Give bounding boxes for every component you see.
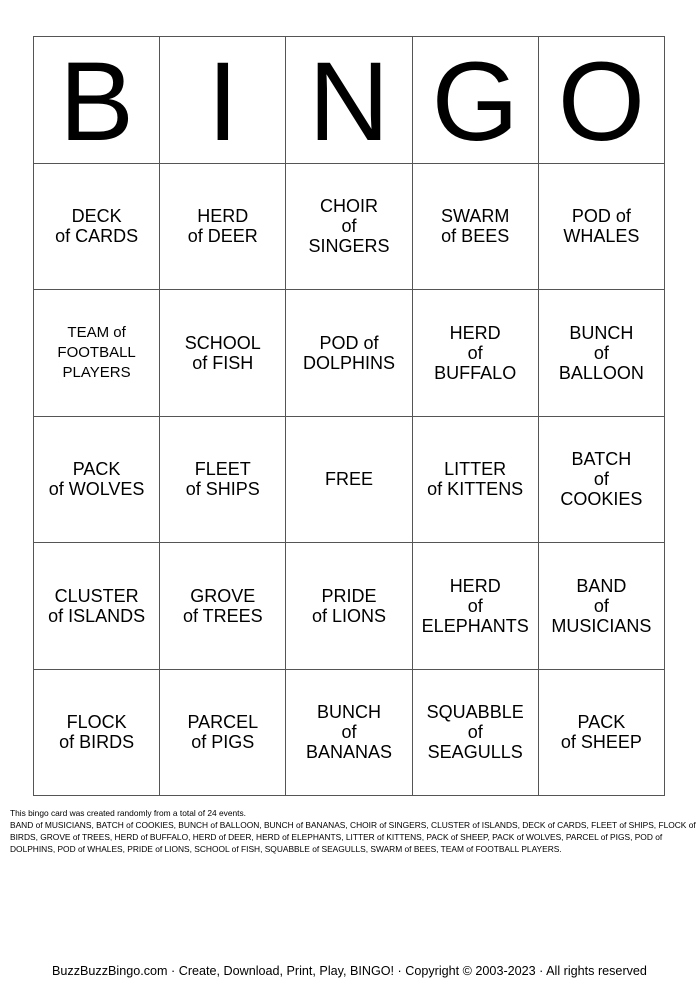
bingo-cell: HERD of ELEPHANTS [413, 543, 539, 670]
bingo-cell: PARCEL of PIGS [160, 670, 286, 797]
bingo-cell: HERD of DEER [160, 164, 286, 291]
header-letter-o: O [539, 37, 665, 164]
bingo-cell: SWARM of BEES [413, 164, 539, 291]
header-letter-i: I [160, 37, 286, 164]
card-info [10, 807, 696, 855]
bingo-cell: CLUSTER of ISLANDS [34, 543, 160, 670]
bingo-cell: GROVE of TREES [160, 543, 286, 670]
header-letter-g: G [413, 37, 539, 164]
header-letter-b: B [34, 37, 160, 164]
bingo-cell: FLEET of SHIPS [160, 417, 286, 544]
bingo-cell: PRIDE of LIONS [286, 543, 412, 670]
bingo-cell: SCHOOL of FISH [160, 290, 286, 417]
bingo-cell: SQUABBLE of SEAGULLS [413, 670, 539, 797]
bingo-cell: POD of DOLPHINS [286, 290, 412, 417]
header-letter-n: N [286, 37, 412, 164]
free-space-cell: FREE [286, 417, 412, 544]
footer-copyright: BuzzBuzzBingo.com · Create, Download, Print, Play, BINGO! · Copyright © 2003-2023 · All rights reserved [52, 964, 647, 978]
bingo-cell: FLOCK of BIRDS [34, 670, 160, 797]
bingo-cell: BAND of MUSICIANS [539, 543, 665, 670]
bingo-cell: CHOIR of SINGERS [286, 164, 412, 291]
bingo-cell: BUNCH of BALLOON [539, 290, 665, 417]
bingo-cell: BATCH of COOKIES [539, 417, 665, 544]
info-intro: This bingo card was created randomly from a total of 24 events. [10, 808, 247, 818]
bingo-cell: POD of WHALES [539, 164, 665, 291]
bingo-cell: HERD of BUFFALO [413, 290, 539, 417]
bingo-cell: BUNCH of BANANAS [286, 670, 412, 797]
bingo-cell: TEAM of FOOTBALL PLAYERS [34, 290, 160, 417]
bingo-cell: PACK of SHEEP [539, 670, 665, 797]
bingo-cell: LITTER of KITTENS [413, 417, 539, 544]
bingo-cell: PACK of WOLVES [34, 417, 160, 544]
bingo-cell: DECK of CARDS [34, 164, 160, 291]
info-events-list: BAND of MUSICIANS, BATCH of COOKIES, BUNCH of BALLOON, BUNCH of BANANAS, CHOIR of SINGERS, CLUSTER of ISLANDS, DECK of CARDS, FLEET of SHIPS, FLOCK of BIRDS, GROVE of TREES, HERD of BUFFALO, HERD of DEER, HERD of ELEPHANTS, LITTER of KITTENS, PACK of SHEEP, PACK of WOLVES, PARCEL of PIGS, POD of DOLPHINS, POD of WHALES, PRIDE of LIONS, SCHOOL of FISH, SQUABBLE of SEAGULLS, SWARM of BEES, TEAM of FOOTBALL PLAYERS. [10, 820, 696, 854]
bingo-card [33, 36, 665, 796]
